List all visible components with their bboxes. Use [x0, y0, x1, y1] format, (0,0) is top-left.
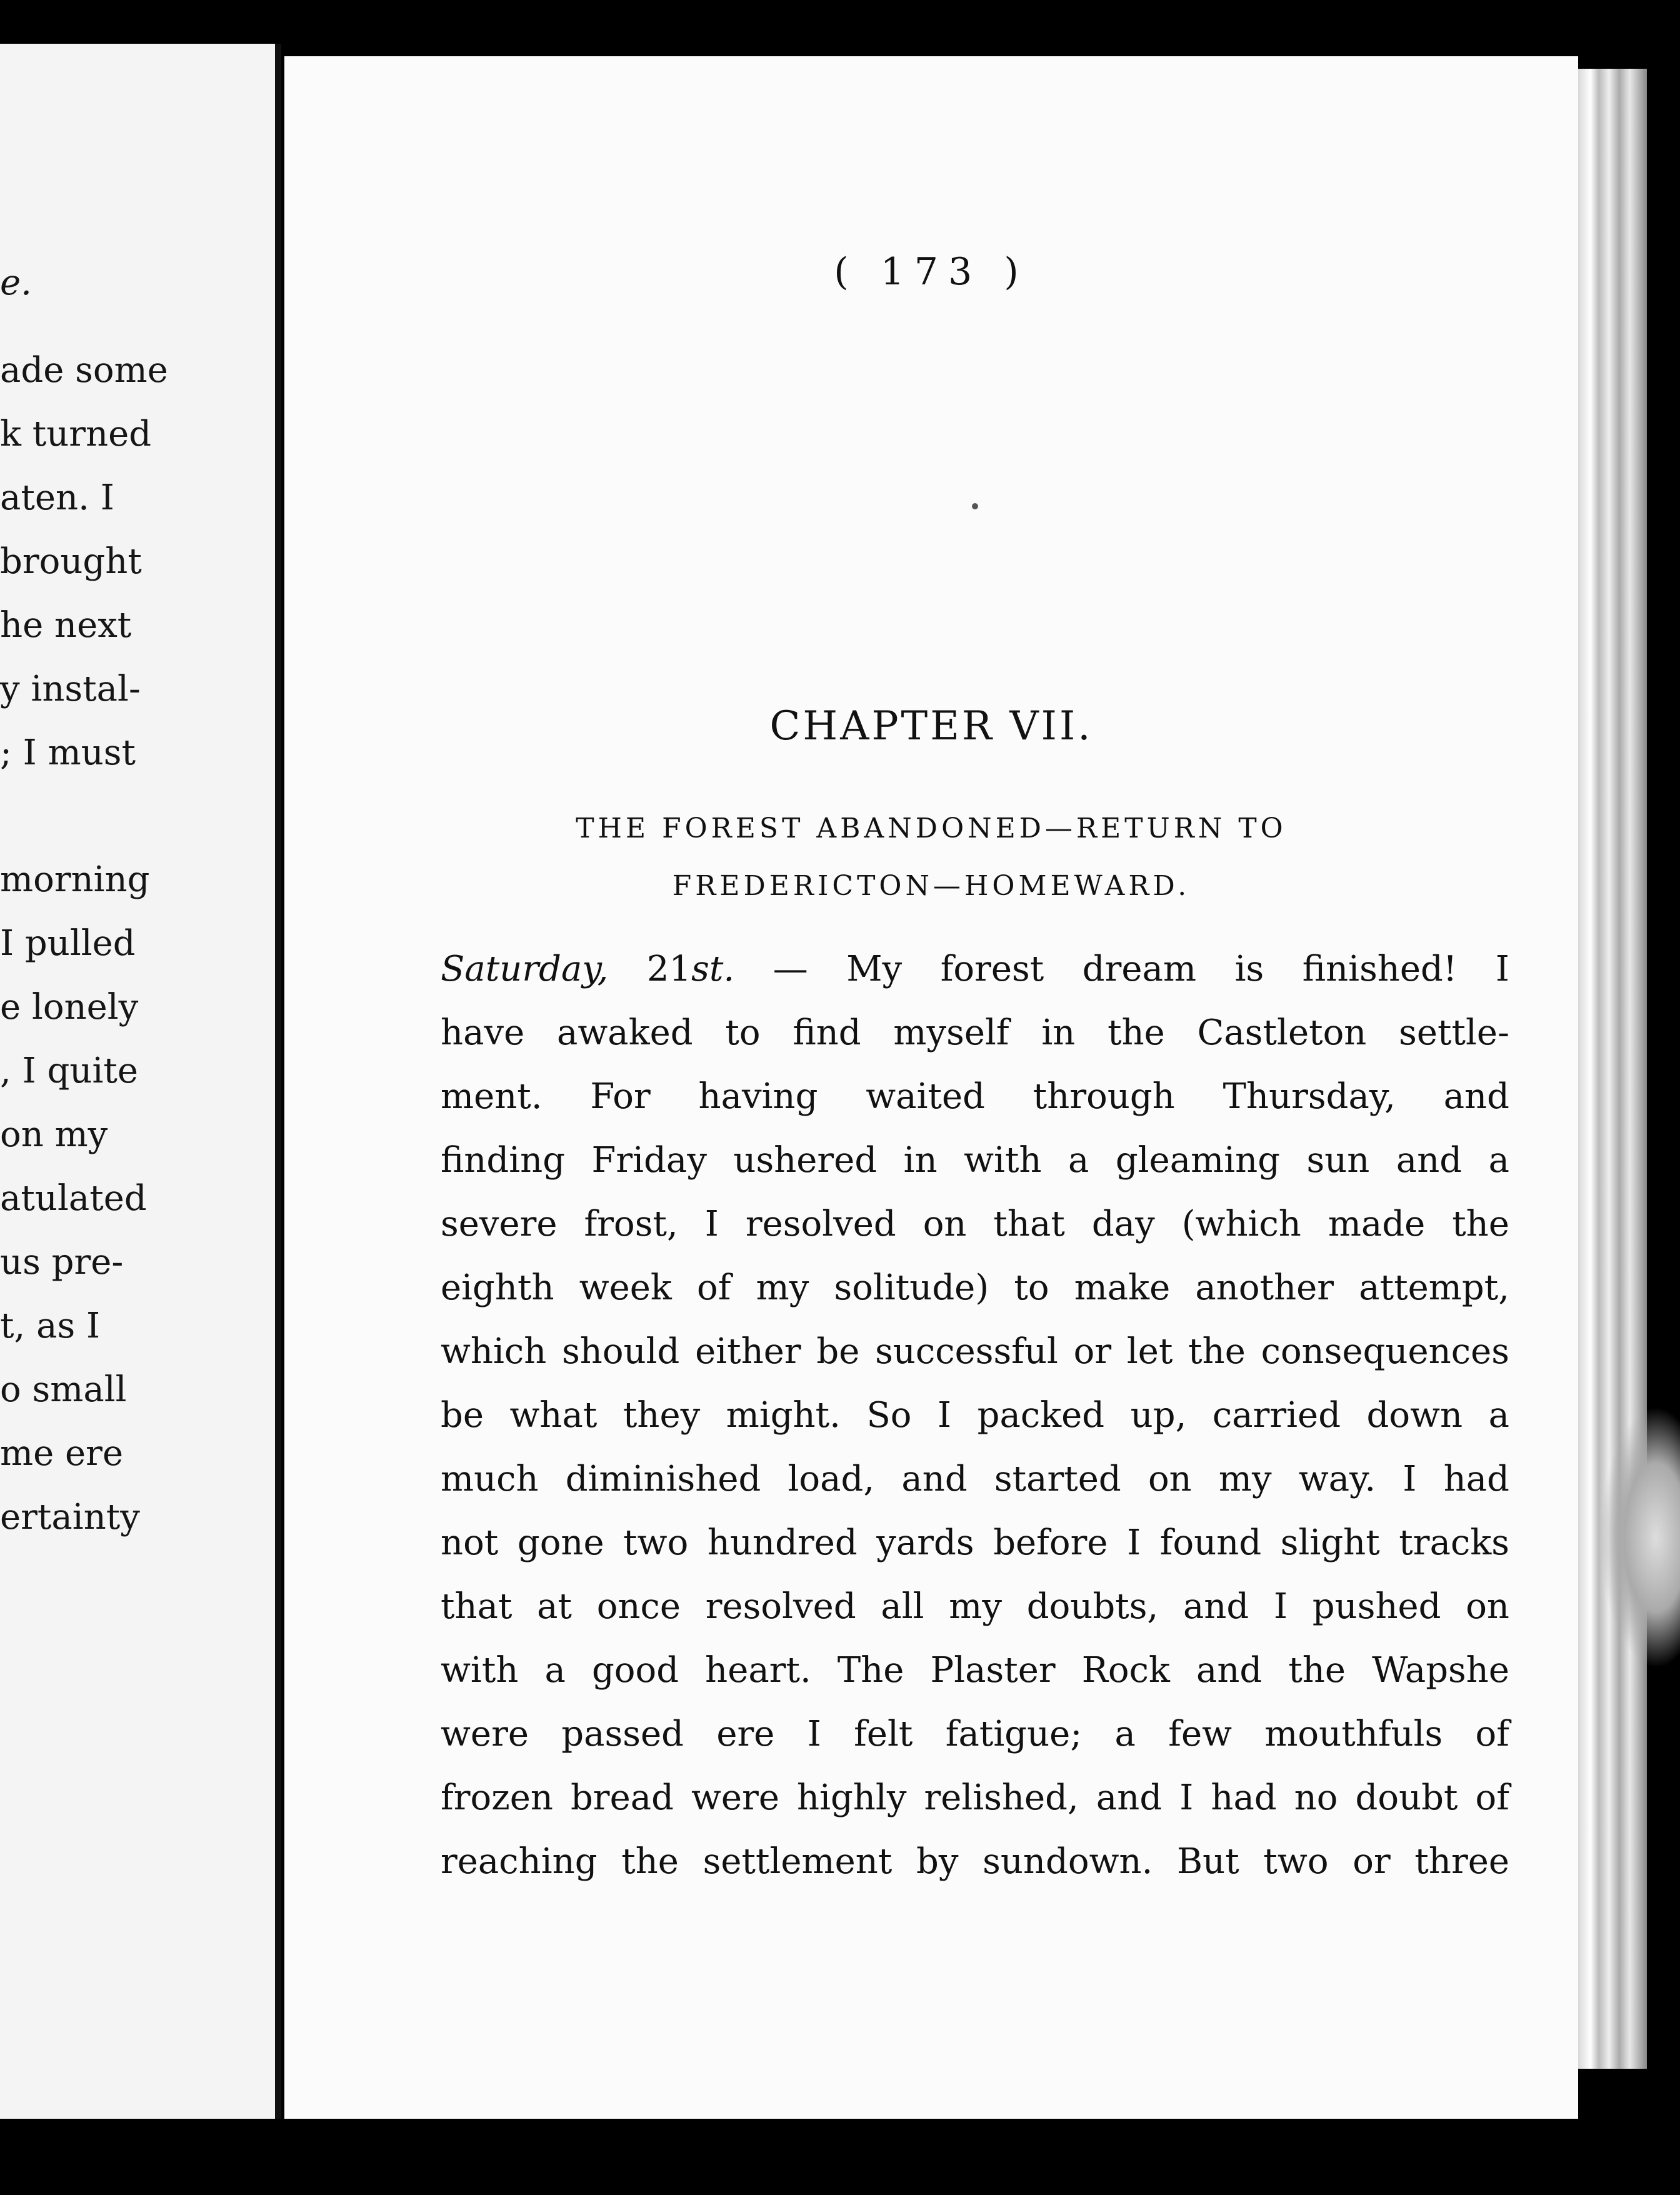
ink-speck — [972, 503, 978, 509]
text-line: that at once resolved all my doubts, and I pushed on — [441, 1586, 1509, 1627]
text-line: were passed ere I felt fatigue; a few mouthfuls of — [441, 1714, 1509, 1754]
text-line: frozen bread were highly relished, and I had no doubt of — [441, 1778, 1509, 1818]
text-line: not gone two hundred yards before I found slight tracks — [441, 1522, 1509, 1563]
left-page-fragment: he next — [0, 605, 132, 646]
left-page-fragment: , I quite — [0, 1051, 138, 1091]
left-page-fragment: me ere — [0, 1433, 124, 1474]
left-page-fragment: ; I must — [0, 732, 136, 773]
chapter-title: CHAPTER VII. — [769, 703, 1093, 749]
left-page-fragment: k turned — [0, 414, 152, 454]
body-text — [441, 938, 1509, 1894]
left-page-fragment: morning — [0, 859, 150, 900]
text-line: Saturday, 21st. — My forest dream is finished! I — [441, 949, 1510, 989]
text-line: much diminished load, and started on my way. I had — [441, 1459, 1509, 1499]
left-page-fragment: us pre- — [0, 1242, 124, 1282]
text-line: ment. For having waited through Thursday, and — [441, 1076, 1509, 1117]
text-line: which should either be successful or let the consequences — [441, 1331, 1509, 1372]
text-line-content: — My forest dream is finished! I — [772, 949, 1510, 989]
text-line: finding Friday ushered in with a gleaming sun and a — [441, 1140, 1509, 1181]
chapter-subtitle: THE FOREST ABANDONED—RETURN TO — [576, 812, 1287, 844]
left-page-fragment: I pulled — [0, 923, 136, 964]
text-line: with a good heart. The Plaster Rock and the Wapshe — [441, 1650, 1509, 1691]
left-page-fragment: e lonely — [0, 987, 139, 1028]
left-page-fragment: y instal- — [0, 669, 141, 709]
chapter-subtitle: FREDERICTON—HOMEWARD. — [672, 870, 1191, 902]
day-suffix: st. — [691, 949, 735, 989]
page-number: ( 173 ) — [834, 250, 1029, 294]
text-line: be what they might. So I packed up, carried down a — [441, 1395, 1509, 1436]
text-line: severe frost, I resolved on that day (which made the — [441, 1204, 1509, 1244]
left-page — [0, 44, 281, 2119]
left-page-fragment: t, as I — [0, 1306, 101, 1346]
left-page-fragment: ade some — [0, 350, 168, 391]
text-line: eighth week of my solitude) to make another attempt, — [441, 1268, 1509, 1308]
left-page-fragment: brought — [0, 541, 142, 582]
page-edge — [1578, 69, 1647, 2069]
date-label: Saturday, — [441, 949, 609, 989]
right-page — [284, 56, 1578, 2119]
text-line: reaching the settlement by sundown. But two or three — [441, 1841, 1509, 1882]
left-page-fragment: e. — [0, 262, 32, 303]
page-smudge — [1600, 1406, 1680, 1669]
left-page-fragment: o small — [0, 1369, 127, 1410]
left-page-fragment: ertainty — [0, 1497, 140, 1538]
left-page-fragment: atulated — [0, 1178, 147, 1219]
left-page-fragment: aten. I — [0, 478, 114, 518]
left-page-fragment: on my — [0, 1114, 108, 1155]
text-line: have awaked to find myself in the Castleton settle- — [441, 1012, 1509, 1053]
